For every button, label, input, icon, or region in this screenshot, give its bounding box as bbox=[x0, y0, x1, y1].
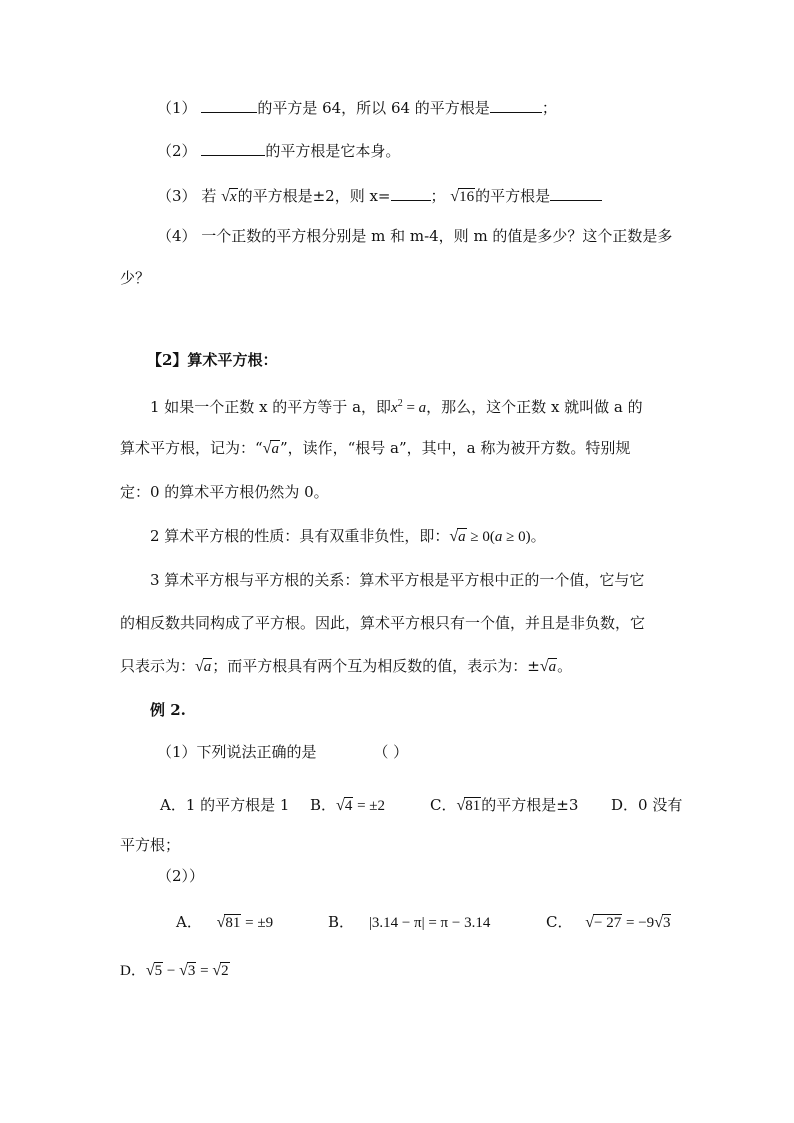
sqrt-a: √a bbox=[539, 658, 557, 675]
question-text: 的平方根是 bbox=[475, 187, 551, 205]
question-number: （2） bbox=[157, 142, 197, 160]
option-d-continued: 平方根； bbox=[120, 836, 181, 854]
sqrt-a: √a bbox=[262, 440, 279, 457]
example-q1: （1）下列说法正确的是 （ ） bbox=[157, 743, 409, 761]
option-a: A．1 的平方根是 1 bbox=[160, 796, 290, 814]
sqrt-a: √a bbox=[195, 658, 212, 675]
q2-option-d: D．√5 − √3 = √2 bbox=[120, 962, 229, 979]
question-number: （3） bbox=[157, 187, 197, 205]
question-text: 的平方是 64，所以 64 的平方根是 bbox=[257, 99, 490, 117]
answer-blank bbox=[391, 185, 431, 201]
sqrt-5: √5 bbox=[145, 962, 163, 979]
sqrt-neg-27: √− 27 bbox=[585, 914, 622, 931]
sqrt-4: √4 bbox=[336, 797, 353, 814]
sqrt-16: √16 bbox=[450, 188, 475, 205]
example-title: 例 2. bbox=[150, 701, 186, 719]
q2-option-a: A． √81 = ±9 bbox=[176, 913, 274, 931]
q2-option-b: B． |3.14 − π| = π − 3.14 bbox=[328, 913, 491, 931]
option-b: B．√4 = ±2 bbox=[310, 796, 386, 814]
question-text: 的平方根是它本身。 bbox=[265, 142, 401, 160]
question-number: （1） bbox=[157, 99, 197, 117]
definition-line-2: 算术平方根，记为：“√a”，读作，“根号 a”，其中，a 称为被开方数。特别规 bbox=[120, 439, 631, 457]
definition-line-1: 1 如果一个正数 x 的平方等于 a，即$x^2 = a$，那么，这个正数 x 就叫做 a 的 bbox=[150, 398, 643, 416]
option-c: C．√81的平方根是±3 bbox=[430, 796, 579, 814]
sqrt-2: √2 bbox=[212, 962, 229, 979]
question-1: （1） 的平方是 64，所以 64 的平方根是 ； bbox=[157, 99, 557, 117]
section-title: 【2】算术平方根： bbox=[147, 351, 278, 369]
question-2 bbox=[157, 140, 400, 161]
answer-blank bbox=[201, 97, 257, 113]
q2-option-c: C． √− 27 = −9√3 bbox=[546, 913, 671, 931]
relation-line-3: 只表示为：√a；而平方根具有两个互为相反数的值，表示为：±√a。 bbox=[120, 657, 573, 675]
definition-line-3: 定：0 的算术平方根仍然为 0。 bbox=[120, 483, 329, 501]
relation-line-1: 3 算术平方根与平方根的关系：算术平方根是平方根中正的一个值，它与它 bbox=[150, 571, 645, 589]
answer-blank bbox=[490, 97, 542, 113]
sqrt-x: √x bbox=[221, 188, 237, 205]
answer-blank bbox=[201, 140, 265, 156]
option-d: D．0 没有 bbox=[611, 796, 683, 814]
example-q2: （2）） bbox=[157, 867, 205, 885]
sqrt-81: √81 bbox=[216, 914, 241, 931]
question-text: 的平方根是±2，则 x= bbox=[237, 187, 391, 205]
question-4-line-1: （4） 一个正数的平方根分别是 m 和 m-4，则 m 的值是多少？这个正数是多 bbox=[157, 227, 673, 245]
answer-blank bbox=[550, 185, 602, 201]
question-4-line-2: 少？ bbox=[120, 269, 151, 287]
sqrt-81: √81 bbox=[456, 797, 481, 814]
sqrt-a: √a bbox=[449, 528, 466, 545]
relation-line-2: 的相反数共同构成了平方根。因此，算术平方根只有一个值，并且是非负数，它 bbox=[120, 614, 646, 632]
sqrt-3: √3 bbox=[179, 962, 196, 979]
question-3: （3） 若 √x的平方根是±2，则 x= ； √16的平方根是 bbox=[157, 185, 602, 207]
property-line: 2 算术平方根的性质：具有双重非负性，即：√a ≥ 0(a ≥ 0)。 bbox=[150, 527, 546, 545]
sqrt-3: √3 bbox=[654, 914, 671, 931]
